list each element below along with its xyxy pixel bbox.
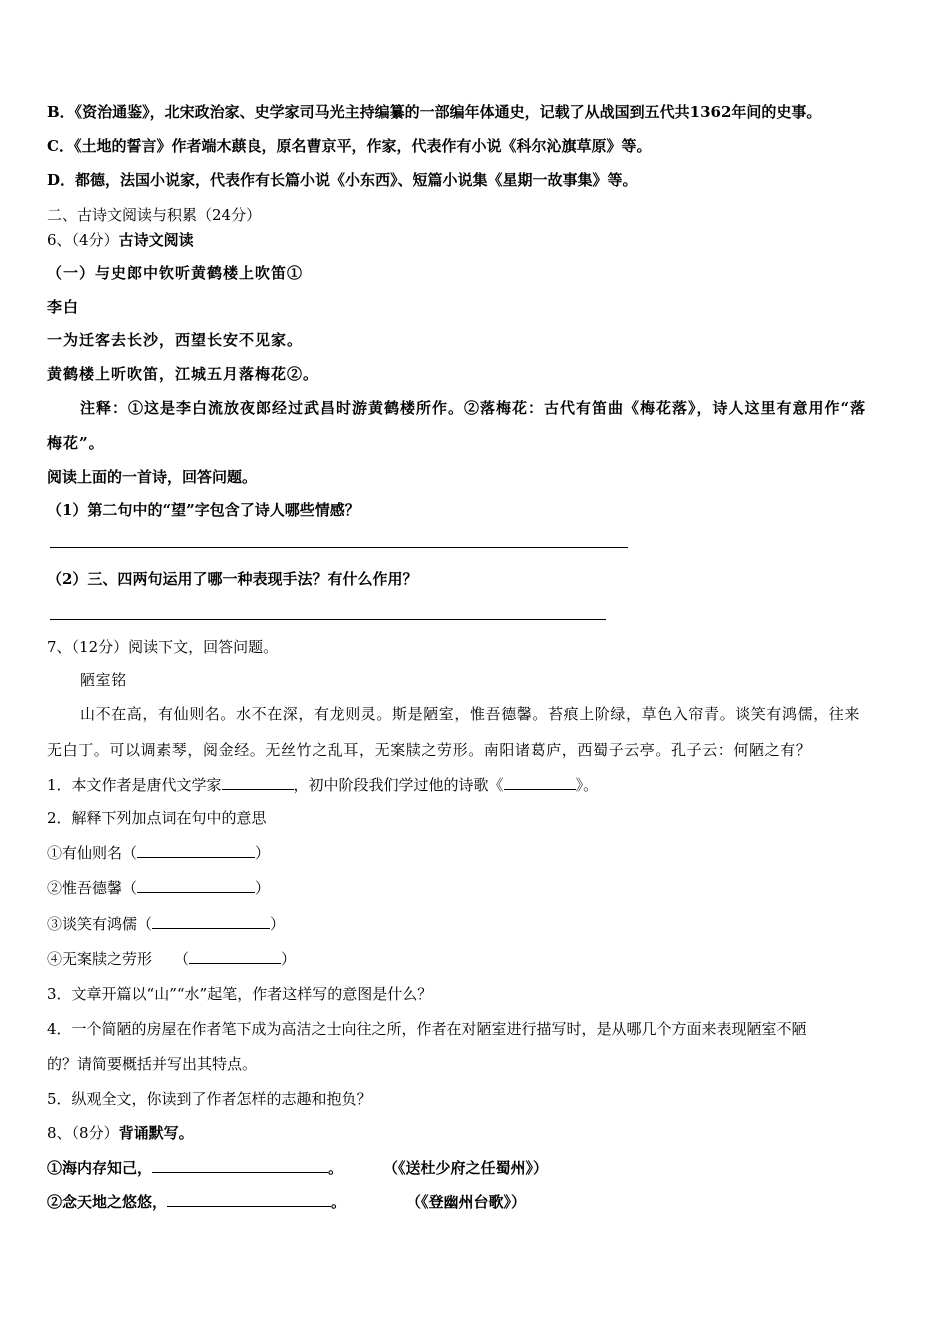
essay-title: 陋室铭: [80, 671, 127, 689]
word-blank-2[interactable]: [137, 877, 255, 893]
q7-question-2: 2．解释下列加点词在句中的意思: [47, 809, 267, 827]
word-item-1: [47, 842, 270, 863]
recite-1-source: （《送杜少府之任蜀州》）: [383, 1159, 549, 1177]
poem-title: （一）与史郎中钦听黄鹤楼上吹笛①: [47, 264, 304, 282]
q7-question-1: [47, 774, 598, 795]
close-paren: ）: [255, 844, 271, 862]
word-item-4: [47, 948, 296, 969]
essay-text-1: 山不在高，有仙则名。水不在深，有龙则灵。斯是陋室，惟吾德馨。苔痕上阶绿，草色入帘青。谈笑有鸿儒，往来: [80, 705, 861, 723]
recite-1-prompt: ①海内存知己，: [47, 1159, 153, 1177]
close-paren: ）: [281, 950, 297, 968]
q6-number: 6、（4分）: [47, 231, 119, 249]
recite-blank-1[interactable]: [152, 1157, 328, 1173]
recite-1-end: 。: [328, 1159, 344, 1177]
poem-line-2: 黄鹤楼上听吹笛，江城五月落梅花②。: [47, 365, 320, 383]
q6-heading: [47, 230, 194, 250]
choice-b: B．《资治通鉴》，北宋政治家、史学家司马光主持编纂的一部编年体通史，记载了从战国到五代共1362年间的史事。: [47, 103, 822, 121]
choice-c: C．《土地的誓言》作者端木蕻良，原名曹京平，作家，代表作有小说《科尔沁旗草原》等。: [47, 137, 652, 155]
open-paren: （: [174, 950, 190, 968]
word-item-2-label: ②惟吾德馨（: [47, 879, 138, 897]
poem-author: 李白: [47, 298, 80, 316]
q7-question-3: 3．文章开篇以“山”“水”起笔，作者这样写的意图是什么？: [47, 985, 433, 1003]
recite-2-prompt: ②念天地之悠悠，: [47, 1193, 168, 1211]
q8-title: 背诵默写。: [118, 1124, 194, 1142]
q8-number: 8、（8分）: [47, 1124, 119, 1142]
author-blank[interactable]: [222, 774, 294, 790]
section-heading: 二、古诗文阅读与积累（24分）: [47, 206, 262, 224]
q7-heading: 7、（12分）阅读下文，回答问题。: [47, 638, 279, 656]
word-item-3-label: ③谈笑有鸿儒（: [47, 915, 153, 933]
q7-question-4a: 4．一个简陋的房屋在作者笔下成为高洁之士向往之所，作者在对陋室进行描写时，是从哪几个方面来表现陋室不陋: [47, 1020, 807, 1038]
close-paren: ）: [255, 879, 271, 897]
close-paren: ）: [270, 915, 286, 933]
word-blank-3[interactable]: [152, 913, 270, 929]
essay-text-2: 无白丁。可以调素琴，阅金经。无丝竹之乱耳，无案牍之劳形。南阳诸葛庐，西蜀子云亭。孔子云：何陋之有？: [47, 741, 812, 759]
recite-2-source: （《登幽州台歌》）: [406, 1193, 527, 1211]
q7-q1-part-c: 》。: [575, 776, 599, 794]
answer-line-2[interactable]: [50, 619, 606, 620]
q6-title: 古诗文阅读: [118, 231, 194, 249]
word-blank-1[interactable]: [137, 842, 255, 858]
poem-blank[interactable]: [504, 774, 576, 790]
poem-line-1: 一为迁客去长沙，西望长安不见家。: [47, 331, 304, 349]
word-blank-4[interactable]: [189, 948, 281, 964]
recite-line-1: [47, 1157, 548, 1178]
recite-2-end: 。: [331, 1193, 347, 1211]
choice-d: D．都德，法国小说家，代表作有长篇小说《小东西》、短篇小说集《星期一故事集》等。: [47, 171, 638, 189]
q7-question-4b: 的？请简要概括并写出其特点。: [47, 1055, 258, 1073]
q7-q1-part-a: 1．本文作者是唐代文学家: [47, 776, 222, 794]
poem-note-1: 注释：①这是李白流放夜郎经过武昌时游黄鹤楼所作。②落梅花：古代有笛曲《梅花落》，诗人这里有意用作“落: [80, 399, 867, 417]
q8-heading: [47, 1123, 194, 1143]
word-item-1-label: ①有仙则名（: [47, 844, 138, 862]
word-item-2: [47, 877, 270, 898]
word-item-4-label: ④无案牍之劳形: [47, 950, 153, 968]
q7-q1-part-b: ，初中阶段我们学过他的诗歌《: [293, 776, 504, 794]
q6-instruction: 阅读上面的一首诗，回答问题。: [47, 468, 258, 486]
answer-line-1[interactable]: [50, 547, 628, 548]
word-item-3: [47, 913, 285, 934]
poem-note-2: 梅花”。: [47, 434, 105, 452]
q6-sub-2: （2）三、四两句运用了哪一种表现手法？有什么作用？: [47, 570, 418, 588]
recite-blank-2[interactable]: [167, 1191, 331, 1207]
recite-line-2: [47, 1191, 526, 1212]
q7-question-5: 5．纵观全文，你读到了作者怎样的志趣和抱负？: [47, 1090, 372, 1108]
q6-sub-1: （1）第二句中的“望”字包含了诗人哪些情感？: [47, 501, 360, 519]
